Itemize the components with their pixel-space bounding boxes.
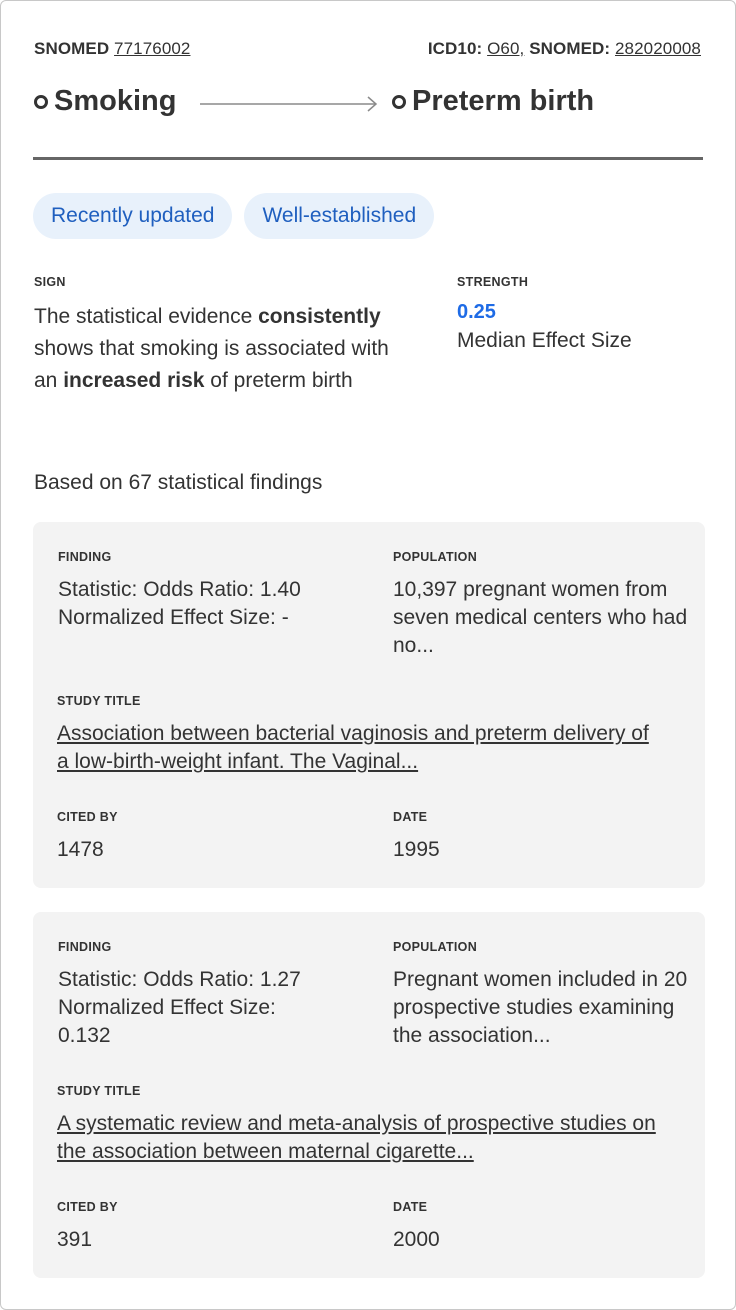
strength-subtitle: Median Effect Size: [457, 329, 632, 352]
findings-count: Based on 67 statistical findings: [34, 471, 323, 494]
arrow-right-icon: [200, 94, 378, 114]
node-dot-icon: [34, 95, 48, 109]
population-text: Pregnant women included in 20 prospective studies examining the association...: [393, 968, 688, 1047]
finding-statistic: Statistic: Odds Ratio: 1.27: [58, 968, 301, 991]
date-label: DATE: [393, 810, 428, 824]
effect-term: [392, 85, 594, 118]
sign-bold-2: increased risk: [63, 369, 205, 392]
sign-text-1: The statistical evidence: [34, 305, 259, 328]
study-title-link[interactable]: A systematic review and meta-analysis of prospective studies on the association between maternal cigarette...: [57, 1112, 656, 1163]
relationship-terms: [34, 85, 701, 125]
tag-recently-updated[interactable]: Recently updated: [33, 193, 232, 239]
date-value: 2000: [393, 1228, 440, 1251]
finding-label: FINDING: [58, 550, 112, 564]
effect-icd10-label: ICD10:: [427, 39, 483, 58]
cause-codes: [34, 39, 190, 59]
cause-term: [34, 85, 176, 118]
effect-snomed-link[interactable]: 282020008: [615, 39, 701, 58]
node-dot-icon: [392, 95, 406, 109]
code-row: [34, 39, 701, 59]
tag-list: [33, 193, 434, 239]
finding-label: FINDING: [58, 940, 112, 954]
study-title-link[interactable]: Association between bacterial vaginosis and preterm delivery of a low-birth-weight infant. The Vaginal...: [57, 722, 649, 773]
sign-label: SIGN: [34, 275, 66, 289]
sign-description: [34, 301, 414, 397]
tag-well-established[interactable]: Well-established: [244, 193, 434, 239]
finding-card: [33, 522, 705, 888]
cited-by-label: CITED BY: [57, 1200, 118, 1214]
finding-statistic: Statistic: Odds Ratio: 1.40: [58, 578, 301, 601]
sign-bold-1: consistently: [258, 305, 381, 328]
strength-value: 0.25: [457, 301, 496, 323]
finding-normalized: Normalized Effect Size: -: [58, 606, 289, 629]
study-title-label: STUDY TITLE: [57, 694, 141, 708]
cause-snomed-link[interactable]: 77176002: [114, 39, 191, 58]
date-label: DATE: [393, 1200, 428, 1214]
finding-card: [33, 912, 705, 1278]
population-label: POPULATION: [393, 940, 478, 954]
cited-by-value: 1478: [57, 838, 104, 861]
cause-term-label: Smoking: [54, 85, 177, 117]
study-title-label: STUDY TITLE: [57, 1084, 141, 1098]
population-label: POPULATION: [393, 550, 478, 564]
effect-codes: [428, 39, 701, 59]
date-value: 1995: [393, 838, 440, 861]
finding-normalized: Normalized Effect Size: 0.132: [58, 996, 276, 1047]
sign-text-3: of preterm birth: [204, 369, 353, 392]
population-text: 10,397 pregnant women from seven medical centers who had no...: [393, 578, 688, 657]
cited-by-value: 391: [57, 1228, 93, 1251]
header-divider: [33, 157, 703, 160]
cited-by-label: CITED BY: [57, 810, 118, 824]
sign-text-2: shows that smoking is associated with an: [34, 337, 389, 392]
effect-icd10-link[interactable]: O60,: [487, 39, 525, 58]
effect-term-label: Preterm birth: [412, 85, 595, 117]
effect-snomed-label: SNOMED:: [529, 39, 611, 58]
cause-code-label: SNOMED: [34, 39, 110, 58]
strength-label: STRENGTH: [457, 275, 529, 289]
